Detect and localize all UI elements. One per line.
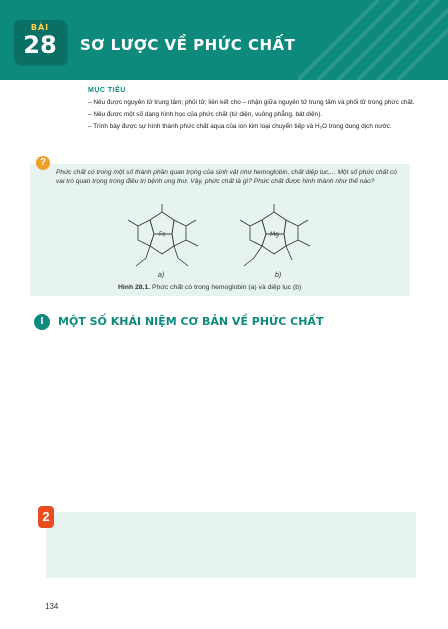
lesson-title: SƠ LƯỢC VỀ PHỨC CHẤT (80, 36, 296, 54)
objectives (88, 85, 428, 133)
lesson-word: BÀI (30, 23, 50, 32)
objective-item: – Nêu được nguyên tử trung tâm; phối tử; liên kết cho – nhận giữa nguyên tử trung tâm và phối tử trong phức chất. (88, 97, 428, 109)
section-number: I (34, 314, 50, 330)
caption-text: Phức chất có trong hemoglobin (a) và diệp lục (b) (150, 284, 302, 291)
section-title: MỘT SỐ KHÁI NIỆM CƠ BẢN VỀ PHỨC CHẤT (58, 315, 324, 328)
hemoglobin-structure-figure (110, 200, 220, 276)
exercise-icon: 2 (38, 506, 54, 528)
question-icon: ? (36, 156, 50, 170)
lesson-number: 28 (23, 31, 57, 59)
intro-question-text: Phức chất có trong một số thành phần quan trọng của sinh vật như hemoglobin, chất diệp lục,... Một số phức chất có vai trò quan trọng trong điều trị bệnh ung thư. Vậy, phức chất là gì? Phức chất được hình thành như thế nào? (56, 169, 397, 185)
page-number: 134 (45, 602, 59, 611)
svg-text:Fe: Fe (159, 231, 166, 238)
exercise-box (46, 512, 416, 578)
objective-item: – Trình bày được sự hình thành phức chất aqua của ion kim loại chuyển tiếp và H₂O trong dung dịch nước. (88, 121, 428, 133)
objective-item: – Nêu được một số dạng hình học của phức chất (tứ diện, vuông phẳng, bát diện). (88, 109, 428, 121)
caption-number: Hình 28.1. (118, 284, 151, 291)
header-pattern (298, 0, 448, 80)
figure-caption (118, 284, 301, 291)
lesson-badge (14, 20, 66, 64)
chlorophyll-structure-figure (222, 200, 332, 276)
figure-label-a: a) (158, 272, 165, 279)
svg-text:Mg: Mg (270, 231, 279, 238)
objectives-title: MỤC TIÊU (88, 87, 126, 94)
figure-label-b: b) (275, 272, 282, 279)
lesson-header (0, 0, 448, 80)
